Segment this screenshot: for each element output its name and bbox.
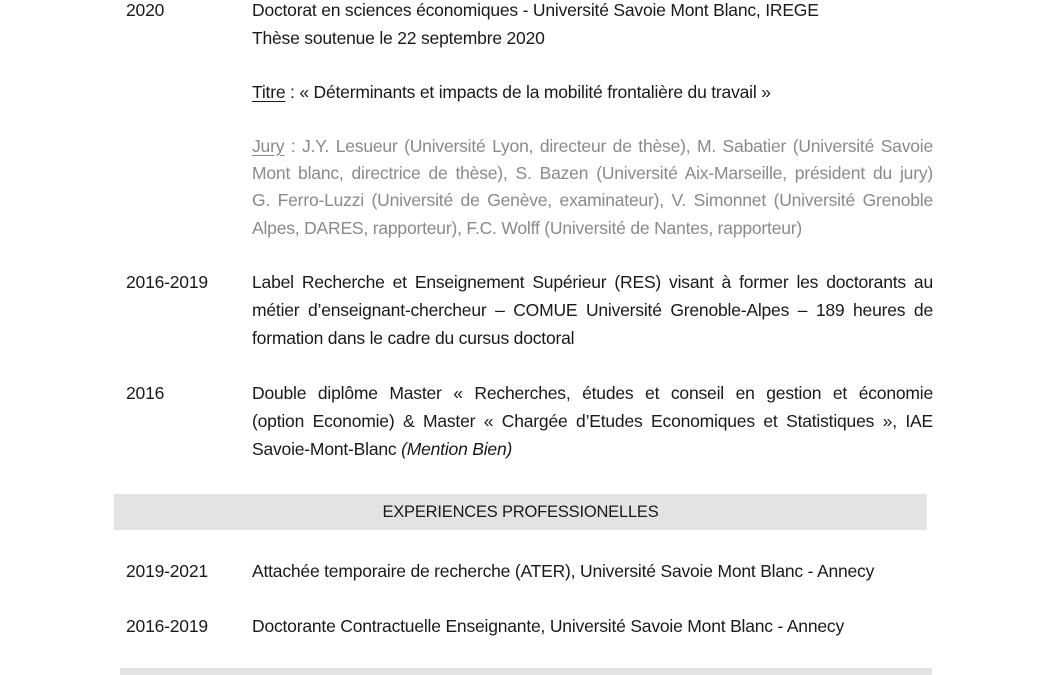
education-year: 2016: [126, 383, 165, 403]
thesis-label: Titre: [252, 82, 286, 102]
jury-line-4: Alpes, DARES, rapporteur), F.C. Wolff (Université de Nantes, rapporteur): [252, 218, 803, 238]
jury-line-1: [252, 136, 933, 157]
experience-text: Attachée temporaire de recherche (ATER), Université Savoie Mont Blanc - Annecy: [252, 561, 875, 581]
experience-text: Doctorante Contractuelle Enseignante, Université Savoie Mont Blanc - Annecy: [252, 616, 844, 636]
jury-label: Jury: [252, 136, 285, 156]
education-line: métier d’enseignant-chercheur – COMUE Université Grenoble-Alpes – 189 heures de: [252, 300, 933, 320]
thesis-title: : « Déterminants et impacts de la mobilité frontalière du travail »: [285, 82, 771, 102]
education-year: 2020: [126, 0, 165, 20]
education-line: Savoie-Mont-Blanc: [252, 439, 402, 459]
education-line-with-mention: [252, 439, 512, 460]
education-line: Double diplôme Master « Recherches, études et conseil en gestion et économie: [252, 383, 933, 403]
mention: (Mention Bien): [401, 439, 513, 459]
jury-text: : J.Y. Lesueur (Université Lyon, directeur de thèse), M. Sabatier (Université Savoie: [284, 136, 933, 156]
jury-line-3: G. Ferro-Luzzi (Université de Genève, examinateur), V. Simonnet (Université Grenoble: [252, 190, 933, 210]
jury-line-2: Mont blanc, directrice de thèse), S. Bazen (Université Aix-Marseille, président du jury): [252, 163, 933, 183]
education-line: Label Recherche et Enseignement Supérieur (RES) visant à former les doctorants au: [252, 272, 933, 292]
experience-year: 2016-2019: [126, 616, 208, 636]
section-title: EXPERIENCES PROFESSIONELLES: [382, 503, 659, 521]
thesis-title-row: [252, 82, 771, 103]
education-title: Doctorat en sciences économiques - Université Savoie Mont Blanc, IREGE: [252, 0, 819, 20]
education-line: (option Economie) & Master « Chargée d’Etudes Economiques et Statistiques », IAE: [252, 411, 933, 431]
education-defense-date: Thèse soutenue le 22 septembre 2020: [252, 28, 545, 48]
education-line: formation dans le cadre du cursus doctoral: [252, 328, 575, 348]
experience-year: 2019-2021: [126, 561, 208, 581]
education-year: 2016-2019: [126, 272, 208, 292]
next-section-bar: [120, 668, 932, 675]
